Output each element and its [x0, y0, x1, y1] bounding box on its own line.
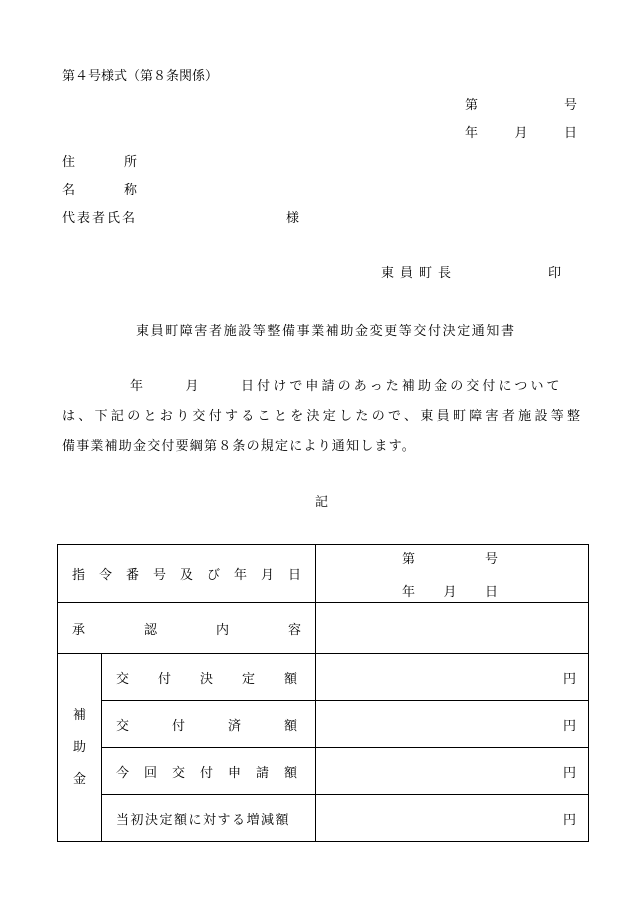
paid-amount-value: [316, 701, 589, 748]
form-number: 第４号様式（第８条関係）: [62, 69, 219, 84]
body-text-1: 日付けで申請のあった補助金の交付について: [241, 379, 563, 394]
group-label-char: 金: [72, 771, 86, 787]
table-row: [58, 654, 589, 701]
decided-amount-label-cell: [102, 654, 316, 701]
table-row: [58, 748, 589, 795]
subsidy-group-label: [58, 654, 102, 842]
date-month: 月: [514, 126, 528, 141]
value-char: 年: [402, 584, 416, 600]
decided-amount-value: [316, 654, 589, 701]
representative-label: 代表者氏名: [62, 211, 138, 226]
label-char: 交: [116, 718, 130, 734]
label-char: 容: [288, 622, 302, 638]
seal-mark: 印: [548, 266, 562, 281]
label-char: 及: [180, 568, 194, 583]
label-char: 額: [284, 671, 298, 687]
yen-unit: 円: [563, 671, 577, 687]
label-char: 日: [288, 568, 302, 583]
yen-unit: 円: [563, 765, 577, 781]
table-row: [58, 545, 589, 603]
document-title: 東員町障害者施設等整備事業補助金変更等交付決定通知書: [136, 324, 516, 339]
honorific: 様: [286, 211, 300, 226]
label-char: 決: [200, 671, 214, 687]
label-char: 指: [72, 568, 86, 583]
order-date-value: [402, 581, 498, 600]
label-char: 回: [144, 765, 158, 781]
value-char: 日: [484, 584, 498, 600]
body-line-1: [130, 380, 563, 393]
label-char: 定: [242, 671, 256, 687]
order-number-value-cell: [316, 545, 589, 603]
label-char: 番: [126, 568, 140, 583]
number-suffix: 号: [563, 98, 577, 113]
yen-unit: 円: [563, 812, 577, 828]
label-char: 額: [284, 765, 298, 781]
label-char: 付: [200, 765, 214, 781]
label-char: 内: [216, 622, 230, 638]
order-number-value: [402, 548, 498, 567]
document-number: [465, 99, 577, 112]
label-char: 申: [228, 765, 242, 781]
table-row: [58, 603, 589, 654]
requested-amount-label-cell: [102, 748, 316, 795]
label-char: 月: [261, 568, 275, 583]
date-year: 年: [465, 126, 479, 141]
change-amount-label-cell: [102, 795, 316, 842]
address-label: [62, 156, 137, 169]
number-prefix: 第: [465, 98, 479, 113]
requested-amount-value: [316, 748, 589, 795]
table-row: [58, 795, 589, 842]
ki-heading: 記: [315, 495, 329, 510]
table-row: [58, 701, 589, 748]
label-char: 年: [234, 568, 248, 583]
group-label-char: 助: [72, 739, 86, 755]
name-label: [62, 184, 137, 197]
yen-unit: 円: [563, 718, 577, 734]
body-year: 年: [130, 379, 146, 394]
label-char: 額: [284, 718, 298, 734]
label-char: び: [207, 568, 221, 583]
decided-amount-label: [116, 668, 301, 687]
requested-amount-label: [116, 762, 301, 781]
body-month: 月: [185, 379, 202, 394]
order-number-label-cell: [58, 545, 316, 603]
body-line-2: は、下記のとおり交付することを決定したので、東員町障害者施設等整: [62, 409, 584, 424]
order-number-label: [72, 564, 301, 583]
label-char: 今: [116, 765, 130, 781]
approval-content-value-cell: [316, 603, 589, 654]
issuer-title: 東員町長: [381, 266, 458, 281]
label-char: 付: [158, 671, 172, 687]
approval-content-label-cell: [58, 603, 316, 654]
label-char: 済: [228, 718, 242, 734]
label-char: 交: [172, 765, 186, 781]
date-day: 日: [563, 126, 577, 141]
label-char: 認: [144, 622, 158, 638]
value-char: 号: [485, 551, 499, 567]
subsidy-table: [57, 544, 589, 842]
address-label-char: 所: [123, 155, 137, 170]
label-char: 号: [153, 568, 167, 583]
change-amount-value: [316, 795, 589, 842]
value-char: 第: [402, 551, 416, 567]
name-label-char: 称: [123, 183, 137, 198]
issue-date: [465, 127, 577, 140]
label-char: 付: [172, 718, 186, 734]
group-label-char: 補: [72, 707, 86, 723]
approval-content-label: [72, 619, 301, 638]
paid-amount-label: [116, 715, 301, 734]
label-char: 交: [116, 671, 130, 687]
body-line-3: 備事業補助金交付要綱第８条の規定により通知します。: [62, 439, 416, 454]
label-char: 承: [72, 622, 86, 638]
name-label-char: 名: [62, 183, 76, 198]
address-label-char: 住: [62, 155, 76, 170]
value-char: 月: [443, 584, 457, 600]
change-amount-label: 当初決定額に対する増減額: [116, 812, 291, 828]
label-char: 令: [99, 568, 113, 583]
label-char: 請: [256, 765, 270, 781]
paid-amount-label-cell: [102, 701, 316, 748]
